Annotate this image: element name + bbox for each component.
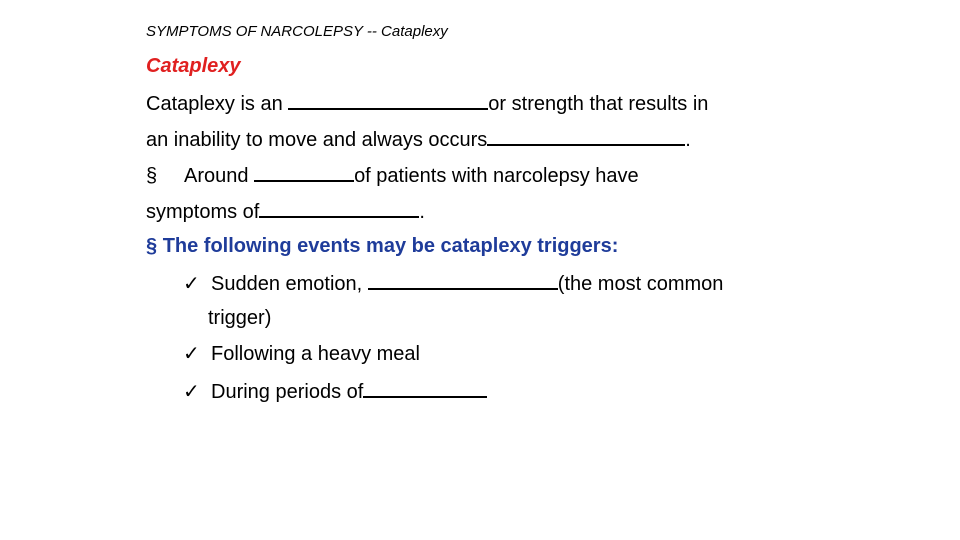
trigger-item-continuation: trigger)	[208, 307, 272, 329]
text-segment: Around	[184, 165, 255, 187]
fill-in-blank	[368, 270, 558, 290]
triggers-heading-text: The following events may be cataplexy triggers:	[162, 235, 619, 257]
text-segment: During periods of	[211, 381, 364, 403]
paragraph-line	[146, 198, 425, 224]
text-segment: .	[685, 129, 691, 151]
bullet-icon: §	[146, 165, 158, 187]
trigger-item	[183, 270, 723, 296]
checkmark-icon: ✓	[183, 343, 200, 365]
text-segment: an inability to move and always occurs	[146, 129, 488, 151]
text-segment: Sudden emotion,	[211, 273, 368, 295]
triggers-heading	[146, 234, 618, 258]
paragraph-line	[146, 126, 691, 152]
text-segment: Cataplexy is an	[146, 93, 289, 115]
fill-in-blank	[288, 90, 488, 110]
fill-in-blank	[363, 378, 487, 398]
slide-heading: Cataplexy	[146, 55, 241, 77]
text-segment: (the most common	[557, 273, 724, 295]
text-segment: Following a heavy meal	[211, 343, 420, 365]
fill-in-blank	[254, 162, 354, 182]
checkmark-icon: ✓	[183, 273, 200, 295]
bullet-line	[146, 162, 639, 188]
bullet-icon: §	[146, 235, 158, 257]
checkmark-icon: ✓	[183, 381, 200, 403]
text-segment: or strength that results in	[488, 93, 709, 115]
fill-in-blank	[487, 126, 685, 146]
fill-in-blank	[259, 198, 419, 218]
trigger-item	[183, 342, 420, 366]
text-segment: .	[419, 201, 425, 223]
trigger-item	[183, 378, 487, 404]
text-segment: of patients with narcolepsy have	[354, 165, 639, 187]
slide-header: SYMPTOMS OF NARCOLEPSY -- Cataplexy	[146, 23, 448, 40]
text-segment: symptoms of	[146, 201, 260, 223]
paragraph-line	[146, 90, 708, 116]
